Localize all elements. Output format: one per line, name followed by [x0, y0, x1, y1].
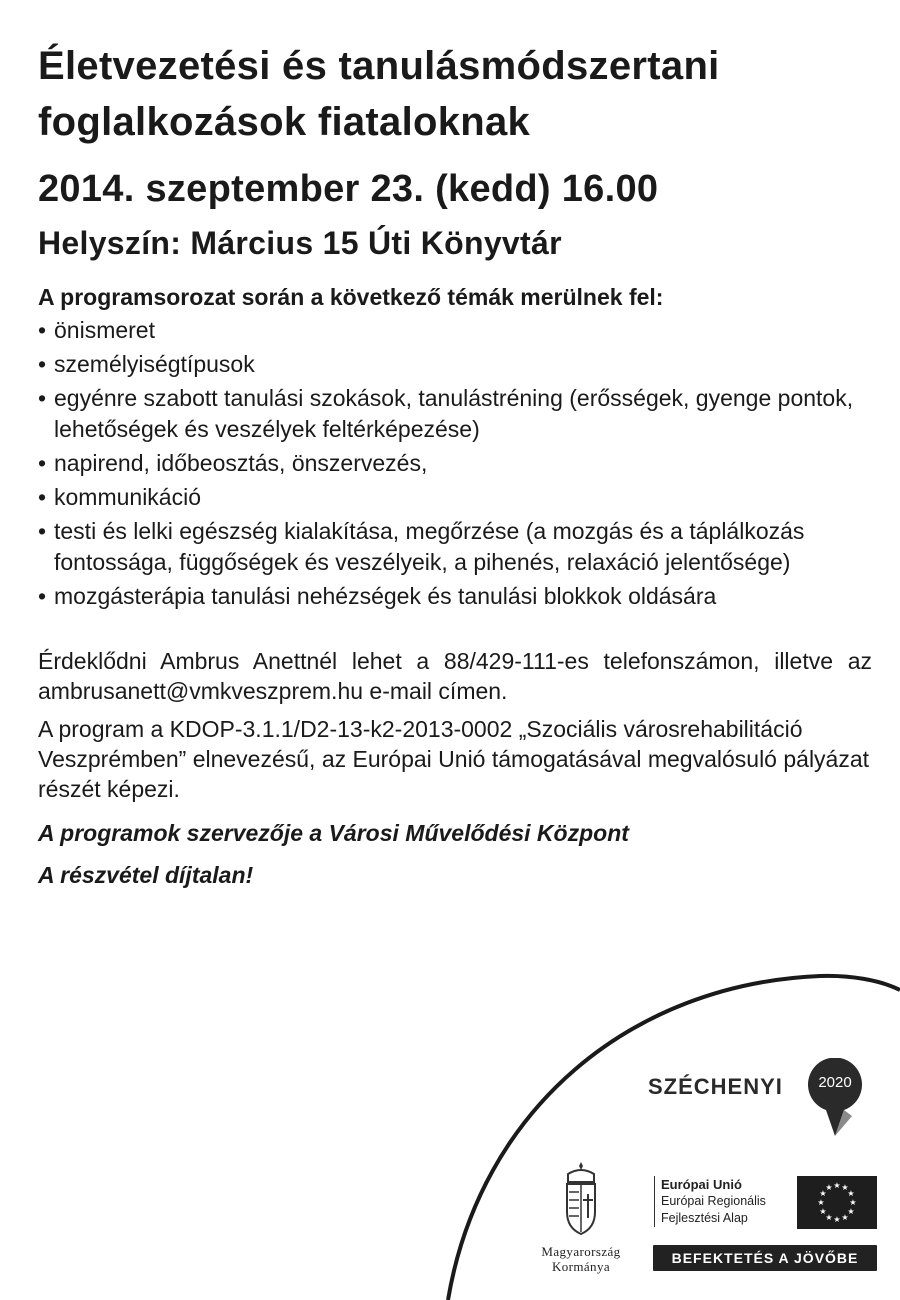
svg-text:★: ★ [833, 1181, 841, 1190]
eu-fund-line-1: Európai Regionális [661, 1194, 766, 1208]
invest-in-future-banner: BEFEKTETÉS A JÖVŐBE [653, 1245, 877, 1271]
government-logo-text [522, 1244, 640, 1274]
organizer-line: A programok szervezője a Városi Művelődési Központ [38, 820, 629, 846]
svg-text:★: ★ [847, 1189, 855, 1198]
topic-item: • személyiségtípusok [38, 349, 878, 380]
eu-flag-icon [797, 1176, 877, 1229]
program-paragraph: A program a KDOP-3.1.1/D2-13-k2-2013-0002 „Szociális városrehabilitáció Veszprémben” elnevezésű, az Európai Unió támogatásával megvalósuló pályázat részét képezi. [38, 716, 870, 802]
contact-paragraph: Érdeklődni Ambrus Anettnél lehet a 88/429-111-es telefonszámon, illetve az ambrusanett@vmkveszprem.hu e-mail címen. [38, 648, 872, 704]
topic-item: • egyénre szabott tanulási szokások, tanulástréning (erősségek, gyenge pontok, lehetőségek és veszélyek feltérképezése) [38, 383, 878, 445]
svg-text:★: ★ [841, 1213, 849, 1222]
free-entry-line: A részvétel díjtalan! [38, 862, 254, 888]
government-line-2: Kormánya [551, 1259, 611, 1274]
svg-text:★: ★ [825, 1213, 833, 1222]
topic-item: • testi és lelki egészség kialakítása, megőrzése (a mozgás és a táplálkozás fontossága, függőségek és veszélyeik, a pihenés, relaxáció jelentősége) [38, 516, 878, 578]
topic-item: • önismeret [38, 315, 878, 346]
event-location: Helyszín: Március 15 Úti Könyvtár [38, 225, 562, 261]
poster-title-line-1: Életvezetési és tanulásmódszertani [38, 44, 720, 88]
topic-item: • kommunikáció [38, 482, 878, 513]
eu-logo-text [654, 1176, 766, 1227]
hungarian-coat-of-arms-icon [562, 1160, 600, 1238]
szechenyi-pin-icon [806, 1058, 864, 1138]
eu-fund-line-2: Fejlesztési Alap [661, 1211, 748, 1225]
szechenyi-logo-text: SZÉCHENYI [648, 1074, 783, 1099]
topics-intro: A programsorozat során a következő témák merülnek fel: [38, 284, 664, 310]
topic-item: • mozgásterápia tanulási nehézségek és tanulási blokkok oldására [38, 581, 878, 612]
svg-text:★: ★ [849, 1198, 857, 1207]
eu-heading: Európai Unió [661, 1177, 742, 1192]
svg-text:★: ★ [833, 1215, 841, 1224]
event-date: 2014. szeptember 23. (kedd) 16.00 [38, 168, 659, 210]
svg-text:★: ★ [819, 1189, 827, 1198]
szechenyi-year: 2020 [818, 1074, 852, 1091]
svg-text:★: ★ [841, 1183, 849, 1192]
svg-text:★: ★ [825, 1183, 833, 1192]
svg-text:★: ★ [819, 1207, 827, 1216]
poster-title-line-2: foglalkozások fiataloknak [38, 100, 531, 144]
svg-text:★: ★ [817, 1198, 825, 1207]
government-line-1: Magyarország [541, 1244, 621, 1259]
topic-item: • napirend, időbeosztás, önszervezés, [38, 448, 878, 479]
svg-text:★: ★ [847, 1207, 855, 1216]
